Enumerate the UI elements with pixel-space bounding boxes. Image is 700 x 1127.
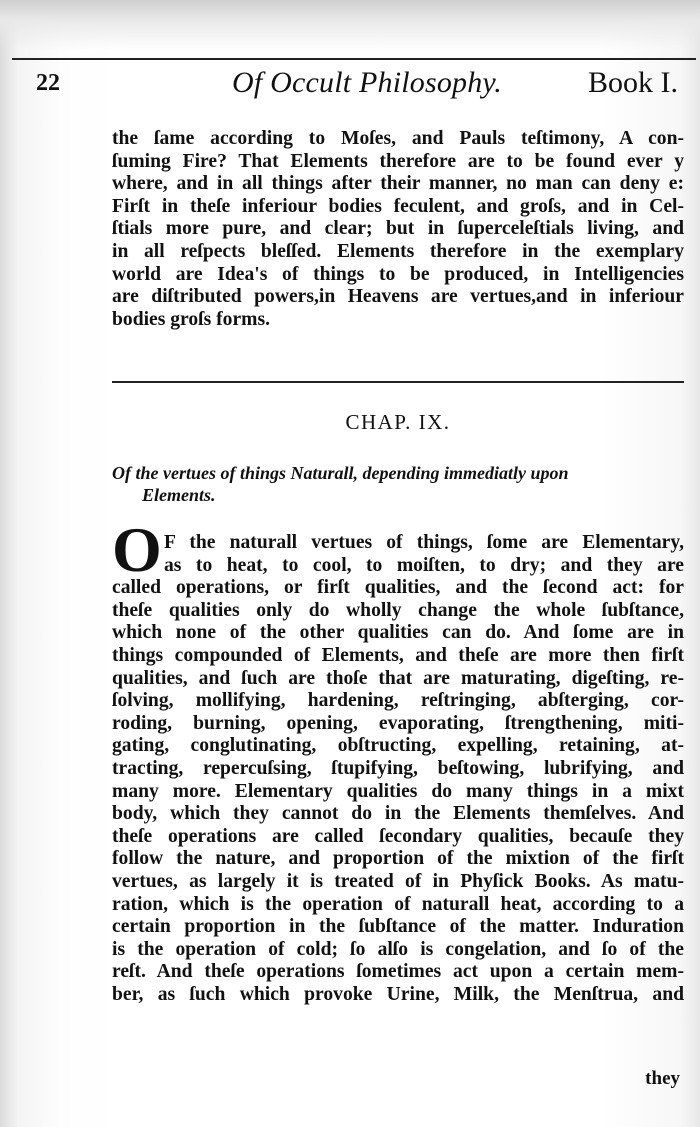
text-line: tracting, repercuſsing, ſtupifying, beſtowing, lubrifying, and [112,757,684,779]
text-line: called operations, or firſt qualities, and the ſecond act: for [112,577,684,599]
text-line: is the operation of cold; ſo alſo is congelation, and ſo of the [112,938,684,960]
text-line: Firſt in theſe inferiour bodies feculent, and groſs, and in Cel- [112,195,684,217]
text-line: as to heat, to cool, to moiſten, to dry; and they are [164,554,684,576]
text-line: gating, conglutinating, obſtructing, expelling, retaining, at- [112,735,684,757]
chapter-title-line: Elements. [142,485,216,505]
text-line: ber, as ſuch which provoke Urine, Milk, the Menſtrua, and [112,983,684,1005]
book-label: Book I. [588,66,678,99]
page-shadow [0,0,700,50]
text-line: ration, which is the operation of naturall heat, according to a [112,893,684,915]
text-line: where, and in all things after their manner, no man can deny e: [112,173,684,195]
text-line: are diſtributed powers,in Heavens are vertues,and in inferiour [112,286,684,308]
text-line: reſt. And theſe operations ſometimes act upon a certain mem- [112,961,684,983]
drop-cap: O [112,514,162,585]
text-line: in all reſpects bleſſed. Elements therefore in the exemplary [112,240,684,262]
page-header [0,66,700,110]
header-rule [12,58,696,60]
chapter-body [112,532,684,1006]
text-line: vertues, as largely it is treated of in Phyſick Books. As matu- [112,870,684,892]
text-line: F the naturall vertues of things, ſome are Elementary, [164,532,684,553]
text-line: which none of the other qualities can do. And ſome are in [112,622,684,644]
running-title [232,66,502,100]
chapter-title-line: Of the vertues of things Naturall, depending immediatly upon [112,463,569,483]
running-title-text: Of Occult Philosophy. [232,66,502,99]
text-line: theſe operations are called ſecondary qualities, becauſe they [112,825,684,847]
text-line: ſolving, mollifying, hardening, reſtringing, abſterging, cor- [112,690,684,712]
text-line: qualities, and ſuch are thoſe that are maturating, digeſting, re- [112,667,684,689]
paragraph-continuation [112,128,684,331]
text-line: things compounded of Elements, and theſe are more then firſt [112,644,684,666]
text-line: the ſame according to Moſes, and Pauls teſtimony, A con- [112,128,684,149]
text-line: theſe qualities only do wholly change the whole ſubſtance, [112,599,684,621]
text-line: certain proportion in the ſubſtance of the matter. Induration [112,916,684,938]
text-line: follow the nature, and proportion of the mixtion of the firſt [112,848,684,870]
text-line: world are Idea's of things to be produced, in Intelligencies [112,263,684,285]
text-line: ſuming Fire? That Elements therefore are to be found ever y [112,150,684,172]
text-line: roding, burning, opening, evaporating, ſtrengthening, miti- [112,712,684,734]
chapter-heading: CHAP. IX. [345,410,451,434]
text-line: body, which they cannot do in the Elements themſelves. And [112,803,684,825]
text-line: many more. Elementary qualities do many things in a mixt [112,780,684,802]
section-divider [112,381,684,383]
text-line: bodies groſs forms. [112,308,271,330]
chapter-title [112,462,684,506]
catchword: they [645,1068,680,1089]
page-number: 22 [36,70,60,96]
text-line: ſtials more pure, and clear; but in ſuperceleſtials living, and [112,218,684,240]
